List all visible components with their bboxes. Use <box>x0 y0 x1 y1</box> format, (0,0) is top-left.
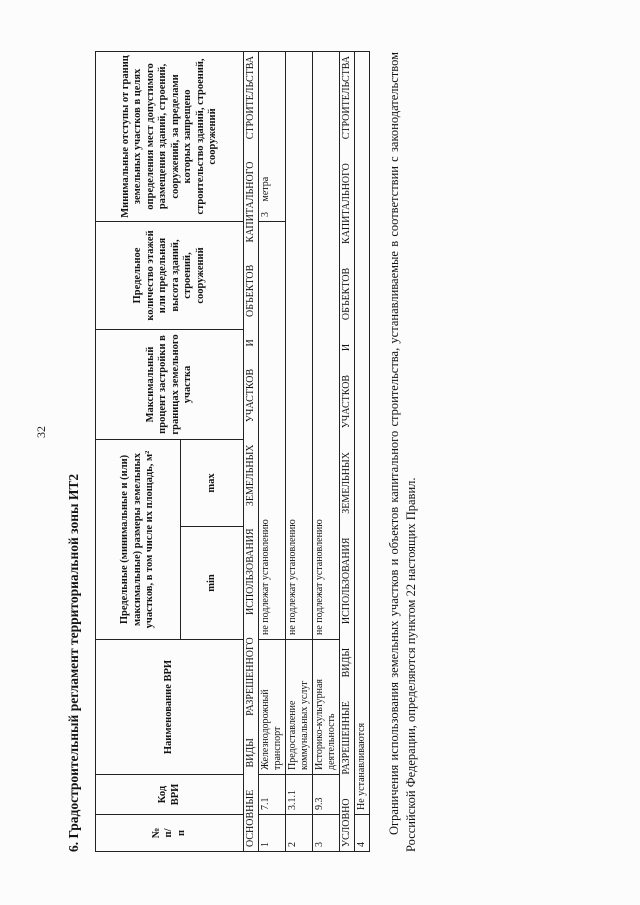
table-row <box>313 51 340 851</box>
section-row-main <box>244 51 259 851</box>
page-number: 32 <box>34 426 48 438</box>
row-code: 9.3 <box>313 775 340 815</box>
section-title-main: ОСНОВНЫЕ ВИДЫ РАЗРЕШЕННОГО ИСПОЛЬЗОВАНИЯ ЗЕМЕЛЬНЫХ УЧАСТКОВ И ОБЪЕКТОВ КАПИТАЛЬНОГО СТРОИТЕЛЬСТВА <box>245 55 256 847</box>
col-header-plot-size: Предельные (минимальные и (или) максимальные) размеры земельных участков, в том числе их площадь, м² <box>96 439 181 639</box>
header-row <box>96 51 181 851</box>
row-text: Не устанавливаются <box>355 51 370 814</box>
row-code: 3.1.1 <box>286 775 313 815</box>
row-params: не подлежат установлению <box>259 221 286 639</box>
table-row <box>286 51 313 851</box>
table-row <box>259 51 286 851</box>
row-params: не подлежат установлению <box>313 51 340 639</box>
col-header-name: Наименование ВРИ <box>96 640 244 775</box>
zoning-regulation-table <box>95 51 370 852</box>
row-setback: 3 метра <box>259 51 286 221</box>
col-header-number: № п/п <box>96 815 244 852</box>
col-header-code: Код ВРИ <box>96 775 244 815</box>
col-header-min: min <box>181 527 244 640</box>
row-number: 1 <box>259 815 286 852</box>
col-header-max-height: Предельное количество этажей или предельная высота зданий, строений, сооружений <box>96 221 244 329</box>
row-name: Предоставление коммунальных услуг <box>286 640 313 775</box>
row-number: 3 <box>313 815 340 852</box>
note-paragraph: Ограничения использования земельных участков и объектов капитального строительства, устанавливаемые в соответствии с законодательством Российской Федерации, определяются пунктом 22 настоящих Правил. <box>386 52 418 852</box>
row-name: Железнодорожный транспорт <box>259 640 286 775</box>
row-number: 2 <box>286 815 313 852</box>
row-number: 4 <box>355 815 370 852</box>
table-row <box>355 51 370 851</box>
col-header-max-coverage: Максимальный процент застройки в границах земельного участка <box>96 329 244 439</box>
section-title-conditional: УСЛОВНО РАЗРЕШЕННЫЕ ВИДЫ ИСПОЛЬЗОВАНИЯ ЗЕМЕЛЬНЫХ УЧАСТКОВ И ОБЪЕКТОВ КАПИТАЛЬНОГО СТРОИТЕЛЬСТВА <box>341 55 352 847</box>
row-name: Историко-культурная деятельность <box>313 640 340 775</box>
section-row-conditional <box>340 51 355 851</box>
col-header-min-setback: Минимальные отступы от границ земельных участков в целях определения мест допустимого размещения зданий, строений, сооружений, за пределами которых запрещено строительство зданий, строений, сооружений <box>96 51 244 221</box>
row-code: 7.1 <box>259 775 286 815</box>
row-params: не подлежат установлению <box>286 51 313 639</box>
col-header-max: max <box>181 439 244 526</box>
document-title: 6. Градостроительный регламент территориальной зоны ИТ2 <box>66 473 81 852</box>
